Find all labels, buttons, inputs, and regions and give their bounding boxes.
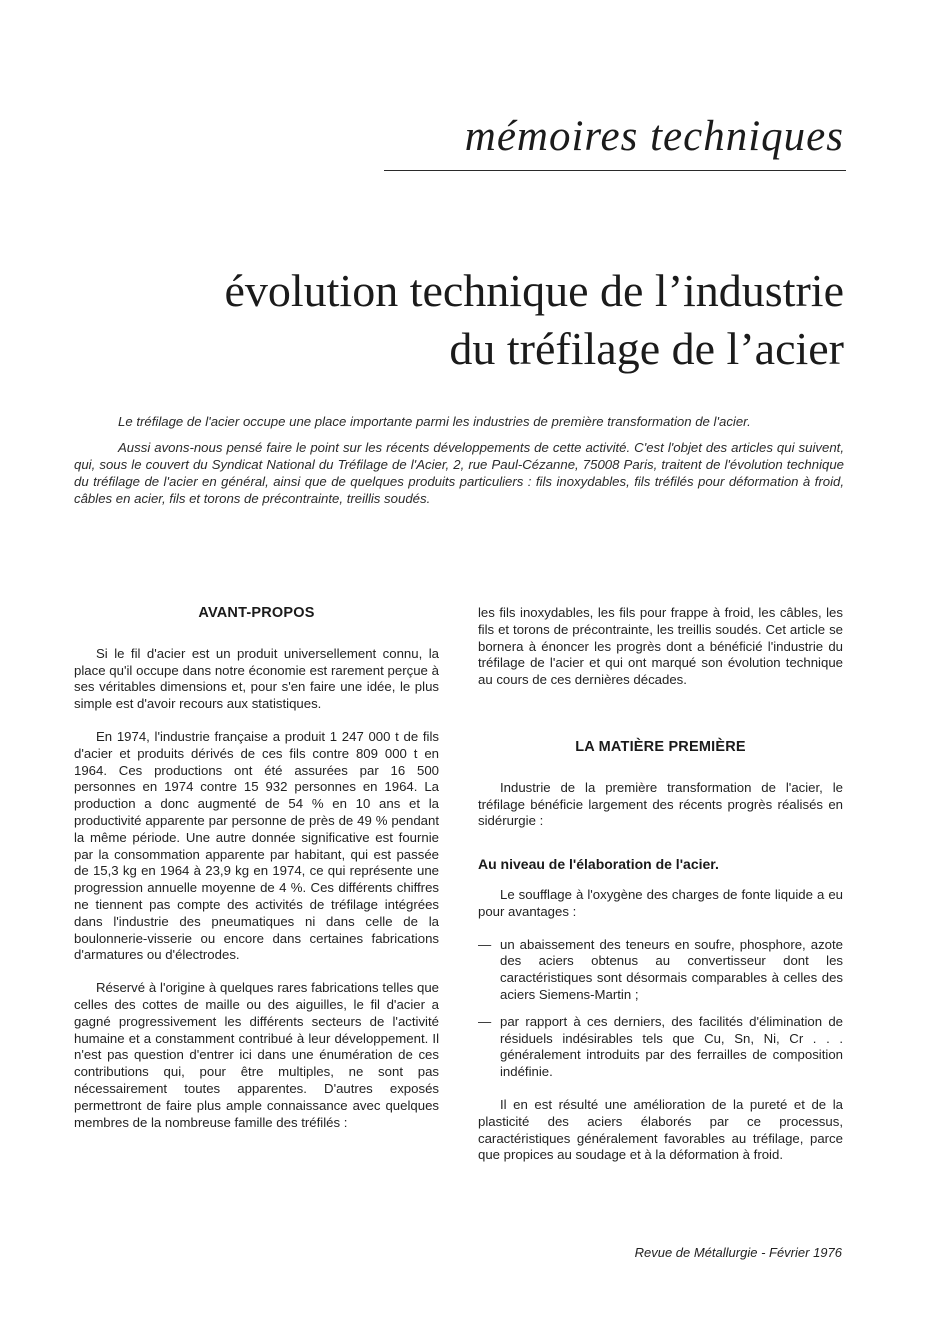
intro-block: [74, 413, 844, 516]
list-item: [478, 1014, 843, 1081]
intro-paragraph: Aussi avons-nous pensé faire le point sur les récents développements de cette activité. C'est l'objet des articles qui suivent, qui, sous le couvert du Syndicat National du Tréfilage de l'Acier, 2, rue Paul-Cézanne, 75008 Paris, traitent de l'évolution technique du tréfilage de l'acier en général, ainsi que de quelques produits particuliers : fils inoxydables, fils tréfilés pour déformation à froid, câbles en acier, fils et torons de précontrainte, treillis soudés.: [74, 440, 844, 506]
article-title-line-2: du tréfilage de l’acier: [449, 323, 844, 374]
list-item-text: un abaissement des teneurs en soufre, phosphore, azote des aciers obtenus au convertisseur dont les caractéristiques sont désormais comparables à celles des aciers Siemens-Martin ;: [500, 936, 843, 1002]
list-item: [478, 937, 843, 1004]
body-paragraph: Le soufflage à l'oxygène des charges de fonte liquide a eu pour avantages :: [478, 886, 843, 919]
footer-journal-reference: Revue de Métallurgie - Février 1976: [634, 1245, 842, 1260]
list-item-text: par rapport à ces derniers, des facilités d'élimination de résiduels indésirables tels que Cu, Sn, Ni, Cr . . . généralement introduits par des ferrailles de composition indéfinie.: [500, 1013, 843, 1080]
article-title: [224, 262, 844, 378]
list-dash: —: [478, 1013, 492, 1029]
left-column: [74, 605, 439, 1147]
right-column: [478, 605, 843, 1180]
body-paragraph: Réservé à l'origine à quelques rares fabrications telles que celles des cottes de maille ou des aiguilles, le fil d'acier a gagné progressivement les différents secteurs de l'activité humaine et a constamment contribué à leur développement. Il n'est pas question d'entrer ici dans une énumération de ces contributions qui, pour être multiples, ne sont pas nécessairement toutes apparentes. D'autres exposés permettront de faire plus ample connaissance avec quelques membres de la nombreuse famille des tréfilés :: [74, 980, 439, 1130]
list-dash: —: [478, 936, 492, 952]
header-rule: [384, 170, 846, 171]
section-heading-avant-propos: AVANT-PROPOS: [198, 605, 315, 621]
subheading: Au niveau de l'élaboration de l'acier.: [478, 856, 719, 873]
advantages-list: [478, 937, 843, 1081]
body-paragraph-continued: les fils inoxydables, les fils pour frappe à froid, les câbles, les fils et torons de précontrainte, les treillis soudés. Cet article se bornera à énoncer les progrès dont a bénéficié l'industrie du tréfilage de l'acier et qui ont marqué son évolution technique au cours de ces dernières décades.: [478, 605, 843, 688]
section-heading-matiere-premiere: LA MATIÈRE PREMIÈRE: [575, 738, 746, 755]
article-title-line-1: évolution technique de l’industrie: [224, 265, 844, 316]
body-paragraph: Industrie de la première transformation de l'acier, le tréfilage bénéficie largement des récents progrès réalisés en sidérurgie :: [478, 779, 843, 829]
body-paragraph: Si le fil d'acier est un produit universellement connu, la place qu'il occupe dans notre économie est rarement perçue à ses véritables dimensions et, pour s'en faire une idée, le plus simple est d'avoir recours aux statistiques.: [74, 645, 439, 712]
section-header: mémoires techniques: [464, 113, 844, 160]
intro-paragraph: Le tréfilage de l'acier occupe une place importante parmi les industries de première transformation de l'acier.: [118, 414, 751, 429]
body-paragraph: Il en est résulté une amélioration de la pureté et de la plasticité des aciers élaborés par ce processus, caractéristiques généralement favorables au tréfilage, parce que propices au soudage et à la déformation à froid.: [478, 1096, 843, 1163]
body-paragraph: En 1974, l'industrie française a produit 1 247 000 t de fils d'acier et produits dérivés de ces fils contre 809 000 t en 1964. Ces productions ont été assurées par 16 500 personnes en 1974 contre 15 932 personnes en 1964. La production a donc augmenté de 54 % en 10 ans et la productivité apparente par personne de près de 49 % pendant la même période. Une autre donnée significative est fournie par la consommation apparente par habitant, qui est passée de 15,3 kg en 1964 à 23,9 kg en 1974, ce qui représente une progression annuelle moyenne de 4 %. Ces différents chiffres ne tiennent pas compte des activités de tréfilage intégrées dans l'industrie des pneumatiques ni dans celle de la boulonnerie-visserie ou encore dans certaines fabrications d'armatures ou d'électrodes.: [74, 728, 439, 963]
